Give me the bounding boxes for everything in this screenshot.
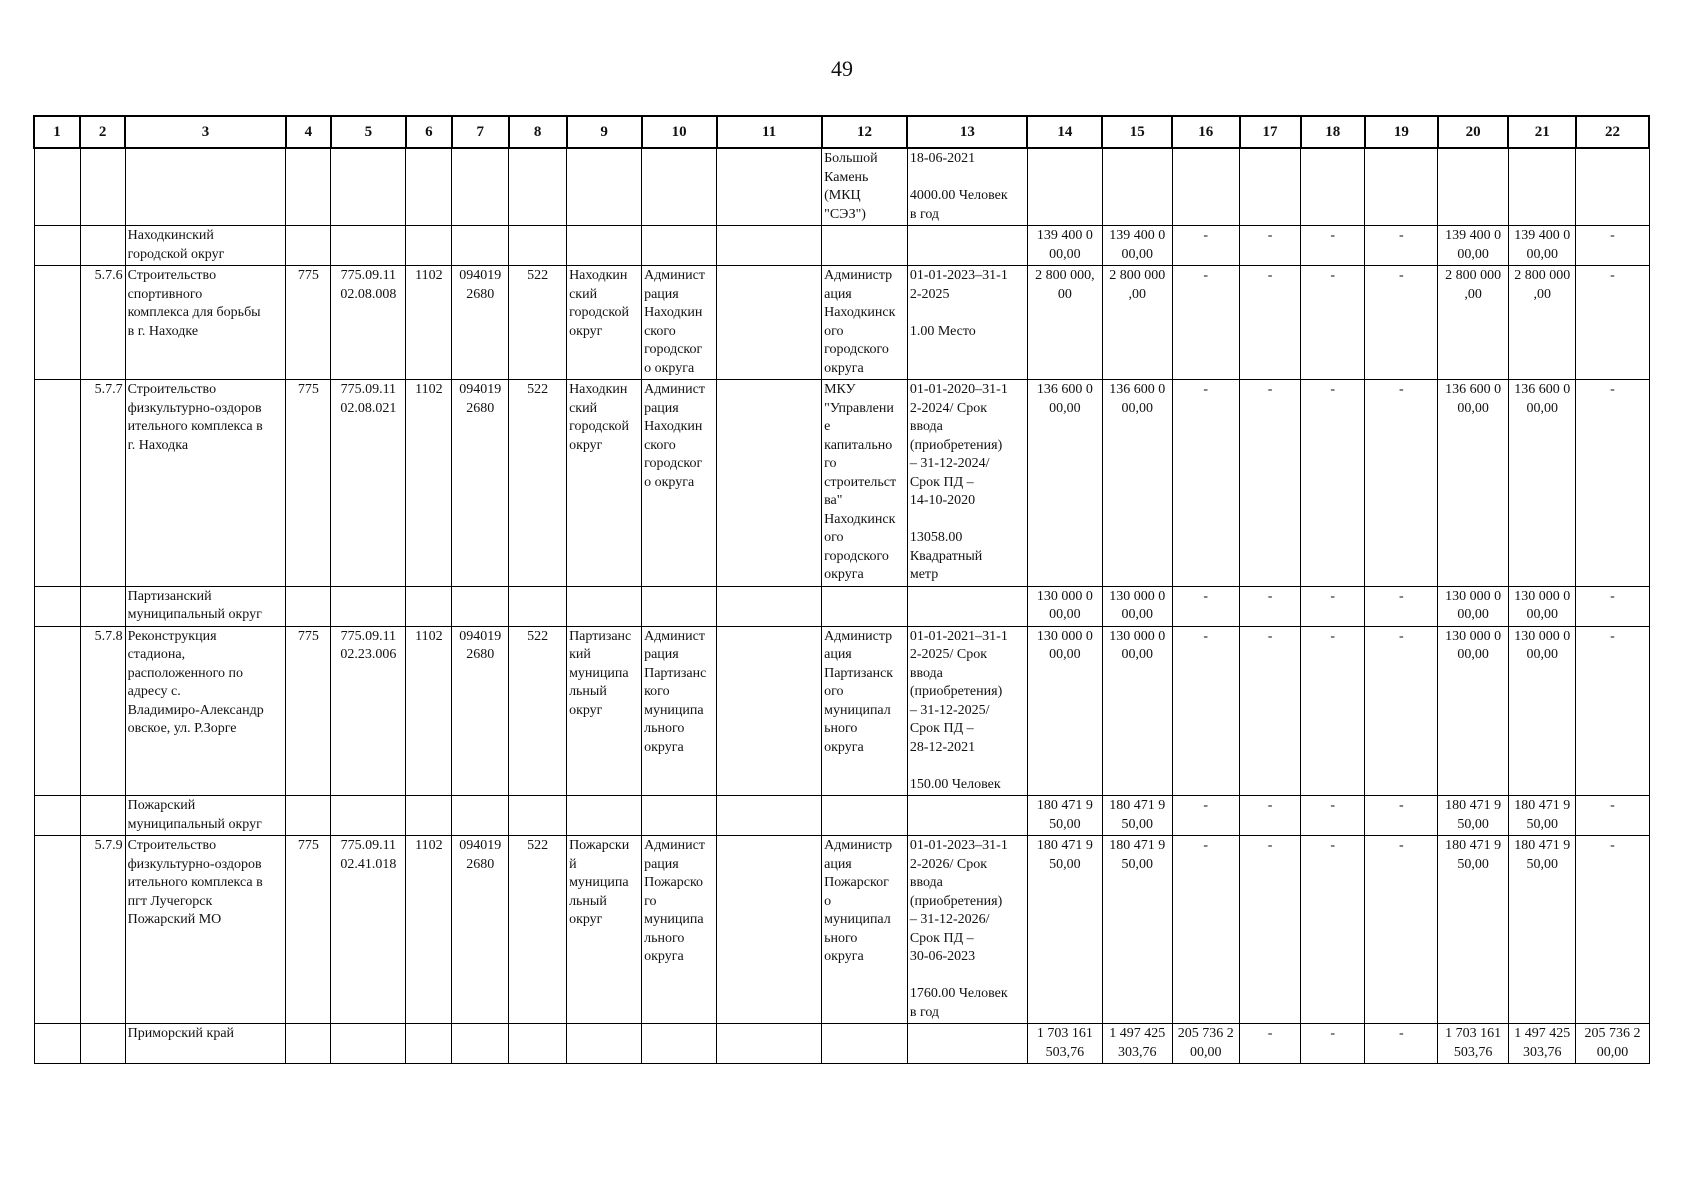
amount-col-20: 180 471 9 50,00 xyxy=(1438,836,1509,1024)
amount-col-15: 180 471 9 50,00 xyxy=(1102,836,1172,1024)
item-number: 5.7.7 xyxy=(80,380,125,587)
subtotal-row xyxy=(34,226,1649,266)
cell-expense-type: 522 xyxy=(509,380,567,587)
amount-col-15: 139 400 0 00,00 xyxy=(1102,226,1172,266)
amount-col-22: - xyxy=(1576,836,1649,1024)
column-header-15: 15 xyxy=(1102,116,1172,148)
cell-executor: МКУ "Управлени е капитально го строительст ва" Находкинск ого городского округа xyxy=(822,380,908,587)
cell-empty xyxy=(509,796,567,836)
project-name: Реконструкция стадиона, расположенного по адресу с. Владимиро-Александр овское, ул. Р.Зорге xyxy=(125,626,286,796)
cell-municipality: Находкин ский городской округ xyxy=(567,266,642,380)
cell-empty xyxy=(1438,148,1509,226)
cell-empty xyxy=(331,1024,406,1064)
cell-empty xyxy=(907,1024,1027,1064)
cell-empty xyxy=(286,586,331,626)
subtotal-name: Партизанский муниципальный округ xyxy=(125,586,286,626)
amount-col-21: 1 497 425 303,76 xyxy=(1508,1024,1576,1064)
cell-empty xyxy=(80,148,125,226)
cell-empty xyxy=(1102,148,1172,226)
amount-col-14: 136 600 0 00,00 xyxy=(1027,380,1102,587)
cell-empty xyxy=(34,266,80,380)
amount-col-16: - xyxy=(1172,226,1240,266)
amount-col-19: - xyxy=(1365,380,1438,587)
amount-col-17: - xyxy=(1240,380,1301,587)
cell-empty xyxy=(717,148,822,226)
amount-col-20: 180 471 9 50,00 xyxy=(1438,796,1509,836)
amount-col-21: 180 471 9 50,00 xyxy=(1508,796,1576,836)
column-header-1: 1 xyxy=(34,116,80,148)
amount-col-14: 130 000 0 00,00 xyxy=(1027,626,1102,796)
cell-empty xyxy=(34,380,80,587)
cell-empty xyxy=(406,796,452,836)
amount-col-22: - xyxy=(1576,380,1649,587)
cell-empty xyxy=(331,148,406,226)
cell-empty xyxy=(822,796,908,836)
amount-col-16: - xyxy=(1172,796,1240,836)
amount-col-19: - xyxy=(1365,266,1438,380)
cell-empty xyxy=(34,148,80,226)
cell-empty xyxy=(452,226,509,266)
cell-empty xyxy=(822,226,908,266)
column-header-21: 21 xyxy=(1508,116,1576,148)
cell-empty xyxy=(717,266,822,380)
subtotal-row xyxy=(34,796,1649,836)
cell-customer: Админист рация Партизанс кого муниципа льного округа xyxy=(642,626,717,796)
amount-col-18: - xyxy=(1301,836,1365,1024)
cell-empty xyxy=(642,586,717,626)
cell-empty xyxy=(567,1024,642,1064)
amount-col-22: - xyxy=(1576,226,1649,266)
cell-section: 1102 xyxy=(406,266,452,380)
amount-col-16: - xyxy=(1172,266,1240,380)
continuation-row xyxy=(34,148,1649,226)
column-header-20: 20 xyxy=(1438,116,1509,148)
amount-col-14: 180 471 9 50,00 xyxy=(1027,836,1102,1024)
amount-col-15: 130 000 0 00,00 xyxy=(1102,626,1172,796)
column-header-18: 18 xyxy=(1301,116,1365,148)
cell-dates-capacity: 18-06-2021 4000.00 Человек в год xyxy=(907,148,1027,226)
amount-col-19: - xyxy=(1365,626,1438,796)
cell-empty xyxy=(717,1024,822,1064)
cell-empty xyxy=(34,1024,80,1064)
amount-col-22: - xyxy=(1576,586,1649,626)
cell-target-article: 094019 2680 xyxy=(452,380,509,587)
cell-empty xyxy=(567,148,642,226)
cell-empty xyxy=(34,796,80,836)
amount-col-21: 130 000 0 00,00 xyxy=(1508,586,1576,626)
cell-empty xyxy=(509,226,567,266)
project-row xyxy=(34,626,1649,796)
amount-col-19: - xyxy=(1365,836,1438,1024)
cell-empty xyxy=(822,1024,908,1064)
cell-target-article: 094019 2680 xyxy=(452,626,509,796)
cell-dates-capacity: 01-01-2023–31-1 2-2026/ Срок ввода (приобретения) – 31-12-2026/ Срок ПД – 30-06-2023 1760.00 Человек в год xyxy=(907,836,1027,1024)
subtotal-name: Пожарский муниципальный округ xyxy=(125,796,286,836)
cell-executor: Большой Камень (МКЦ "СЭЗ") xyxy=(822,148,908,226)
cell-empty xyxy=(717,380,822,587)
cell-section: 1102 xyxy=(406,380,452,587)
project-row xyxy=(34,836,1649,1024)
amount-col-18: - xyxy=(1301,796,1365,836)
budget-table xyxy=(33,115,1650,1064)
cell-dates-capacity: 01-01-2021–31-1 2-2025/ Срок ввода (приобретения) – 31-12-2025/ Срок ПД – 28-12-2021 150.00 Человек xyxy=(907,626,1027,796)
cell-empty xyxy=(286,796,331,836)
column-header-9: 9 xyxy=(567,116,642,148)
column-header-12: 12 xyxy=(822,116,908,148)
column-header-19: 19 xyxy=(1365,116,1438,148)
subtotal-row xyxy=(34,586,1649,626)
item-number: 5.7.9 xyxy=(80,836,125,1024)
header-row xyxy=(34,116,1649,148)
amount-col-16: - xyxy=(1172,836,1240,1024)
amount-col-15: 180 471 9 50,00 xyxy=(1102,796,1172,836)
amount-col-14: 180 471 9 50,00 xyxy=(1027,796,1102,836)
cell-object-code: 775.09.11 02.41.018 xyxy=(331,836,406,1024)
amount-col-18: - xyxy=(1301,380,1365,587)
amount-col-19: - xyxy=(1365,796,1438,836)
column-header-16: 16 xyxy=(1172,116,1240,148)
cell-empty xyxy=(567,586,642,626)
column-header-4: 4 xyxy=(286,116,331,148)
cell-empty xyxy=(717,836,822,1024)
amount-col-15: 130 000 0 00,00 xyxy=(1102,586,1172,626)
amount-col-18: - xyxy=(1301,626,1365,796)
cell-section: 1102 xyxy=(406,626,452,796)
amount-col-20: 2 800 000 ,00 xyxy=(1438,266,1509,380)
cell-empty xyxy=(80,586,125,626)
cell-empty xyxy=(331,796,406,836)
project-name: Строительство физкультурно-оздоров ительного комплекса в пгт Лучегорск Пожарский МО xyxy=(125,836,286,1024)
amount-col-20: 1 703 161 503,76 xyxy=(1438,1024,1509,1064)
cell-customer: Админист рация Пожарско го муниципа льного округа xyxy=(642,836,717,1024)
amount-col-17: - xyxy=(1240,226,1301,266)
column-header-10: 10 xyxy=(642,116,717,148)
amount-col-14: 130 000 0 00,00 xyxy=(1027,586,1102,626)
cell-empty xyxy=(717,626,822,796)
amount-col-19: - xyxy=(1365,586,1438,626)
cell-executor: Администр ация Партизанск ого муниципал ьного округа xyxy=(822,626,908,796)
amount-col-22: - xyxy=(1576,796,1649,836)
cell-executor: Администр ация Пожарског о муниципал ьного округа xyxy=(822,836,908,1024)
amount-col-14: 2 800 000, 00 xyxy=(1027,266,1102,380)
cell-empty xyxy=(80,1024,125,1064)
amount-col-17: - xyxy=(1240,836,1301,1024)
amount-col-18: - xyxy=(1301,266,1365,380)
project-row xyxy=(34,380,1649,587)
column-header-8: 8 xyxy=(509,116,567,148)
item-number: 5.7.8 xyxy=(80,626,125,796)
subtotal-row xyxy=(34,1024,1649,1064)
cell-expense-type: 522 xyxy=(509,836,567,1024)
cell-empty xyxy=(1027,148,1102,226)
cell-empty xyxy=(1240,148,1301,226)
amount-col-19: - xyxy=(1365,1024,1438,1064)
cell-section: 1102 xyxy=(406,836,452,1024)
cell-executor: Администр ация Находкинск ого городского округа xyxy=(822,266,908,380)
cell-empty xyxy=(286,1024,331,1064)
amount-col-21: 139 400 0 00,00 xyxy=(1508,226,1576,266)
project-name: Строительство физкультурно-оздоров ительного комплекса в г. Находка xyxy=(125,380,286,587)
subtotal-name: Приморский край xyxy=(125,1024,286,1064)
amount-col-18: - xyxy=(1301,1024,1365,1064)
cell-empty xyxy=(452,796,509,836)
column-header-22: 22 xyxy=(1576,116,1649,148)
amount-col-22: 205 736 2 00,00 xyxy=(1576,1024,1649,1064)
amount-col-20: 136 600 0 00,00 xyxy=(1438,380,1509,587)
amount-col-14: 1 703 161 503,76 xyxy=(1027,1024,1102,1064)
column-header-2: 2 xyxy=(80,116,125,148)
cell-municipality: Пожарски й муниципа льный округ xyxy=(567,836,642,1024)
amount-col-16: - xyxy=(1172,626,1240,796)
cell-empty xyxy=(452,148,509,226)
amount-col-17: - xyxy=(1240,266,1301,380)
amount-col-22: - xyxy=(1576,266,1649,380)
cell-empty xyxy=(509,1024,567,1064)
cell-customer: Админист рация Находкин ского городског о округа xyxy=(642,380,717,587)
cell-empty xyxy=(642,1024,717,1064)
cell-empty xyxy=(331,226,406,266)
column-header-7: 7 xyxy=(452,116,509,148)
cell-empty xyxy=(1576,148,1649,226)
cell-municipality: Находкин ский городской округ xyxy=(567,380,642,587)
column-header-6: 6 xyxy=(406,116,452,148)
column-header-13: 13 xyxy=(907,116,1027,148)
cell-empty xyxy=(717,226,822,266)
amount-col-21: 136 600 0 00,00 xyxy=(1508,380,1576,587)
amount-col-20: 130 000 0 00,00 xyxy=(1438,586,1509,626)
cell-object-code: 775.09.11 02.08.021 xyxy=(331,380,406,587)
cell-grbs: 775 xyxy=(286,266,331,380)
cell-customer: Админист рация Находкин ского городског о округа xyxy=(642,266,717,380)
column-header-3: 3 xyxy=(125,116,286,148)
cell-object-code: 775.09.11 02.08.008 xyxy=(331,266,406,380)
amount-col-20: 139 400 0 00,00 xyxy=(1438,226,1509,266)
amount-col-14: 139 400 0 00,00 xyxy=(1027,226,1102,266)
amount-col-17: - xyxy=(1240,626,1301,796)
cell-empty xyxy=(1365,148,1438,226)
amount-col-21: 180 471 9 50,00 xyxy=(1508,836,1576,1024)
amount-col-15: 2 800 000 ,00 xyxy=(1102,266,1172,380)
cell-dates-capacity: 01-01-2020–31-1 2-2024/ Срок ввода (приобретения) – 31-12-2024/ Срок ПД – 14-10-2020 13058.00 Квадратный метр xyxy=(907,380,1027,587)
cell-empty xyxy=(34,836,80,1024)
cell-empty xyxy=(34,226,80,266)
project-row xyxy=(34,266,1649,380)
cell-empty xyxy=(567,796,642,836)
amount-col-17: - xyxy=(1240,796,1301,836)
column-header-14: 14 xyxy=(1027,116,1102,148)
cell-expense-type: 522 xyxy=(509,626,567,796)
amount-col-19: - xyxy=(1365,226,1438,266)
cell-empty xyxy=(907,586,1027,626)
cell-empty xyxy=(286,226,331,266)
cell-empty xyxy=(907,796,1027,836)
item-number: 5.7.6 xyxy=(80,266,125,380)
cell-empty xyxy=(406,586,452,626)
cell-municipality: Партизанс кий муниципа льный округ xyxy=(567,626,642,796)
cell-empty xyxy=(717,796,822,836)
amount-col-15: 136 600 0 00,00 xyxy=(1102,380,1172,587)
cell-empty xyxy=(822,586,908,626)
cell-empty xyxy=(80,226,125,266)
project-name: Строительство спортивного комплекса для борьбы в г. Находке xyxy=(125,266,286,380)
cell-empty xyxy=(452,1024,509,1064)
amount-col-18: - xyxy=(1301,586,1365,626)
cell-empty xyxy=(406,226,452,266)
cell-empty xyxy=(642,148,717,226)
cell-target-article: 094019 2680 xyxy=(452,266,509,380)
cell-empty xyxy=(642,796,717,836)
cell-grbs: 775 xyxy=(286,836,331,1024)
cell-empty xyxy=(452,586,509,626)
amount-col-16: 205 736 2 00,00 xyxy=(1172,1024,1240,1064)
amount-col-22: - xyxy=(1576,626,1649,796)
cell-empty xyxy=(80,796,125,836)
cell-empty xyxy=(509,148,567,226)
cell-empty xyxy=(642,226,717,266)
cell-empty xyxy=(125,148,286,226)
cell-empty xyxy=(1172,148,1240,226)
page-number: 49 xyxy=(831,56,853,81)
column-header-11: 11 xyxy=(717,116,822,148)
cell-empty xyxy=(34,586,80,626)
subtotal-name: Находкинский городской округ xyxy=(125,226,286,266)
cell-empty xyxy=(34,626,80,796)
cell-expense-type: 522 xyxy=(509,266,567,380)
column-header-17: 17 xyxy=(1240,116,1301,148)
cell-empty xyxy=(717,586,822,626)
cell-empty xyxy=(286,148,331,226)
column-header-5: 5 xyxy=(331,116,406,148)
amount-col-16: - xyxy=(1172,380,1240,587)
cell-target-article: 094019 2680 xyxy=(452,836,509,1024)
cell-empty xyxy=(406,148,452,226)
amount-col-15: 1 497 425 303,76 xyxy=(1102,1024,1172,1064)
amount-col-18: - xyxy=(1301,226,1365,266)
amount-col-21: 2 800 000 ,00 xyxy=(1508,266,1576,380)
amount-col-17: - xyxy=(1240,586,1301,626)
cell-dates-capacity: 01-01-2023–31-1 2-2025 1.00 Место xyxy=(907,266,1027,380)
amount-col-17: - xyxy=(1240,1024,1301,1064)
amount-col-21: 130 000 0 00,00 xyxy=(1508,626,1576,796)
cell-empty xyxy=(406,1024,452,1064)
cell-empty xyxy=(567,226,642,266)
cell-empty xyxy=(1301,148,1365,226)
cell-empty xyxy=(331,586,406,626)
amount-col-20: 130 000 0 00,00 xyxy=(1438,626,1509,796)
cell-empty xyxy=(1508,148,1576,226)
cell-object-code: 775.09.11 02.23.006 xyxy=(331,626,406,796)
cell-grbs: 775 xyxy=(286,626,331,796)
cell-empty xyxy=(907,226,1027,266)
cell-grbs: 775 xyxy=(286,380,331,587)
cell-empty xyxy=(509,586,567,626)
amount-col-16: - xyxy=(1172,586,1240,626)
